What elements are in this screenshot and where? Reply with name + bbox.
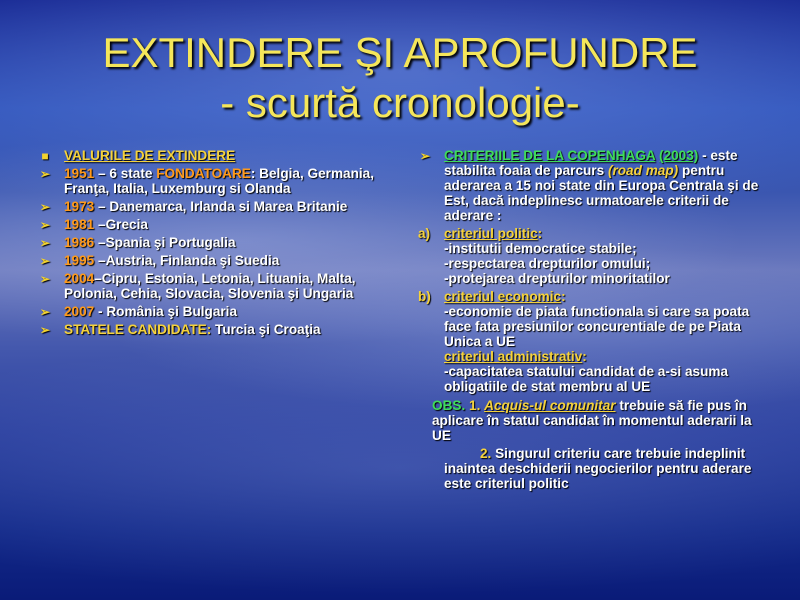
criterion-letter: a) (418, 226, 431, 241)
right-column (418, 148, 770, 491)
year-label: 1986 (64, 235, 95, 250)
year-label: 1981 (64, 217, 95, 232)
year-label: 1951 (64, 166, 95, 181)
copenhagen-heading: CRITERIILE DE LA COPENHAGA (444, 148, 656, 163)
list-item: ➢ 2004–Cipru, Estonia, Letonia, Lituania, Malta, Polonia, Cehia, Slovacia, Slovenia şi Ungaria (39, 271, 356, 301)
criterion-letter: b) (418, 289, 431, 304)
criterion-political: a) criteriul politic: -institutii democratice stabile; -respectarea drepturilor omului; -protejarea drepturilor minoritatilor (418, 226, 670, 286)
arrow-bullet-icon: ➢ (39, 200, 51, 214)
list-item: ➢ 1995 –Austria, Finlanda şi Suedia (39, 253, 280, 268)
list-item: ➢ 1973 – Danemarca, Irlanda si Marea Britanie (39, 199, 348, 214)
year-label: 2007 (64, 304, 95, 319)
slide-title (0, 28, 800, 128)
square-bullet-icon: ■ (41, 149, 49, 163)
criterion-title: criteriul administrativ (444, 349, 583, 364)
criterion-title: criteriul economic (444, 289, 562, 304)
acquis-label: Acquis-ul comunitar (484, 398, 616, 413)
founders-label: FONDATOARE (156, 166, 251, 181)
year-label: 1973 (64, 199, 95, 214)
criteria-intro: ➢ CRITERIILE DE LA COPENHAGA (2003) - este stabilita foaia de parcurs (road map) pentru aderarea a 15 noi state din Europa Centrala şi de Est, dacă indeplinesc urmatoarele criterii de aderare : (419, 148, 759, 223)
arrow-bullet-icon: ➢ (419, 149, 431, 163)
list-item: ➢ 1986 –Spania şi Portugalia (39, 235, 236, 250)
left-column (38, 148, 378, 340)
arrow-bullet-icon: ➢ (39, 305, 51, 319)
arrow-bullet-icon: ➢ (39, 323, 51, 337)
candidates-label: STATELE CANDIDATE: (64, 322, 212, 337)
road-map-label: (road map) (607, 163, 679, 178)
arrow-bullet-icon: ➢ (39, 167, 51, 181)
year-label: 2004 (64, 271, 95, 286)
arrow-bullet-icon: ➢ (39, 236, 51, 250)
observation-2: 2. Singurul criteriu care trebuie indeplinit inaintea deschiderii negocierilor pentru aderare este criteriul politic (444, 446, 752, 491)
arrow-bullet-icon: ➢ (39, 218, 51, 232)
enlargement-heading: VALURILE DE EXTINDERE (64, 148, 236, 163)
title-line-1: EXTINDERE ŞI APROFUNDRE (102, 29, 698, 76)
title-line-2: - scurtă cronologie- (220, 79, 580, 126)
list-item-heading (38, 148, 378, 163)
copenhagen-year: (2003) (659, 148, 699, 163)
year-label: 1995 (64, 253, 95, 268)
criterion-title: criteriul politic (444, 226, 538, 241)
criterion-economic: b) criteriul economic: -economie de piata functionala si care sa poata face fata presiunilor concurentiale de pe Piata Unica a UE criteriul administrativ: -capacitatea statului candidat de a-si asuma obligatiile de stat membru al UE (418, 289, 750, 394)
arrow-bullet-icon: ➢ (39, 254, 51, 268)
list-item: ➢ 1951 – 6 state FONDATOARE: Belgia, Germania, Franţa, Italia, Luxemburg si Olanda (39, 166, 375, 196)
list-item: ➢ 2007 - România şi Bulgaria (39, 304, 238, 319)
list-item: ➢ STATELE CANDIDATE: Turcia şi Croaţia (39, 322, 321, 337)
observation-1: OBS. 1. Acquis-ul comunitar trebuie să fie pus în aplicare în statul candidat în momentul aderarii la UE (432, 398, 752, 443)
obs-label: OBS. (432, 398, 466, 413)
arrow-bullet-icon: ➢ (39, 272, 51, 286)
list-item: ➢ 1981 –Grecia (39, 217, 148, 232)
